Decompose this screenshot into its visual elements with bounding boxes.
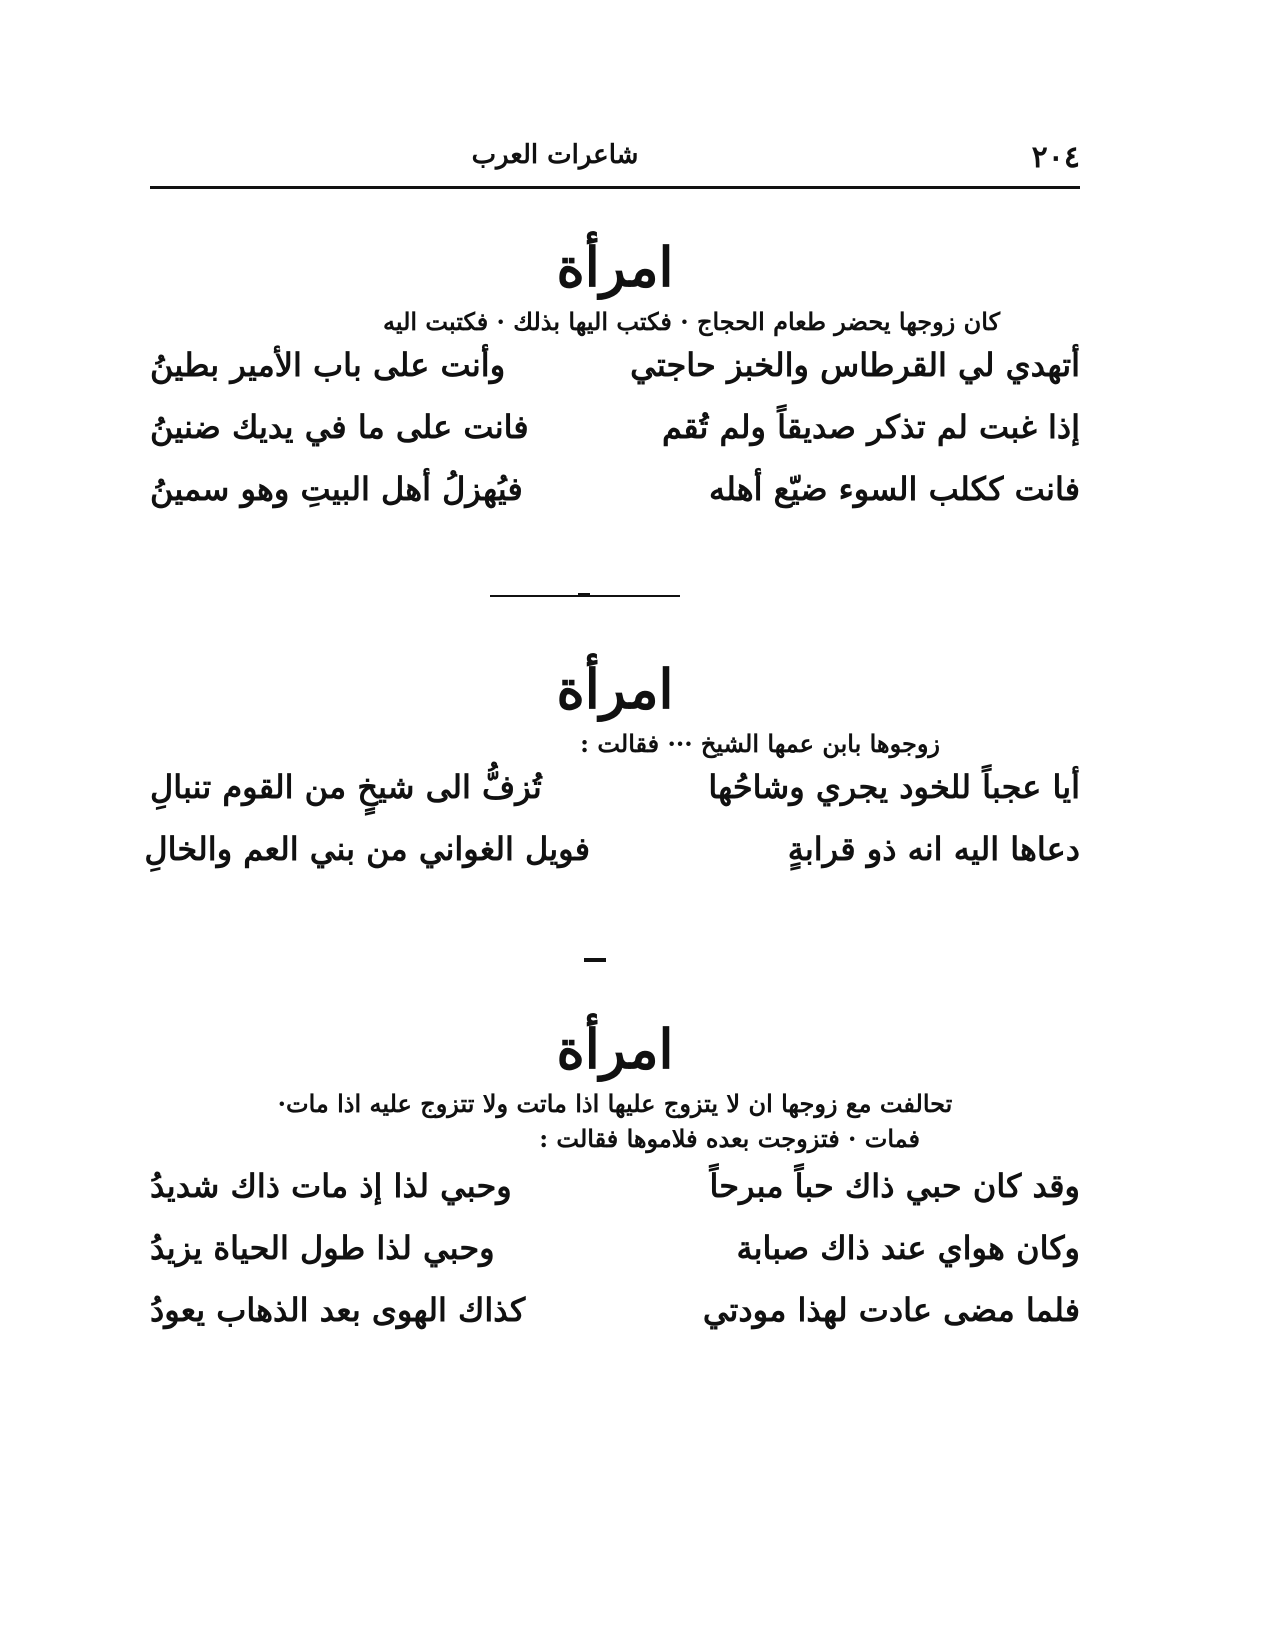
verse xyxy=(150,470,1080,532)
running-header xyxy=(150,140,1080,180)
section-title: امرأة xyxy=(556,657,674,721)
first-hemistich: إذا غبت لم تذكر صديقاً ولم تُقم xyxy=(661,408,1080,447)
page-number: ٢٠٤ xyxy=(1031,140,1080,175)
header-rule xyxy=(150,186,1080,189)
verse xyxy=(150,346,1080,408)
second-hemistich: وحبي لذا إذ مات ذاك شديدُ xyxy=(150,1166,512,1205)
second-hemistich: تُزفُّ الى شيخٍ من القوم تنبالِ xyxy=(150,768,542,807)
separator-ornament xyxy=(578,593,590,597)
verse-list xyxy=(150,1167,1080,1353)
verse xyxy=(150,408,1080,470)
first-hemistich: أيا عجباً للخود يجري وشاحُها xyxy=(708,768,1080,807)
section-intro-line-1: تحالفت مع زوجها ان لا يتزوج عليها اذا ماتت ولا تتزوج عليه اذا مات· xyxy=(277,1089,953,1119)
section-intro-line-2: فمات · فتزوجت بعده فلاموها فقالت : xyxy=(539,1124,920,1154)
first-hemistich: دعاها اليه انه ذو قرابةٍ xyxy=(787,830,1080,869)
verse xyxy=(150,1167,1080,1229)
second-hemistich: فانت على ما في يديك ضنينُ xyxy=(150,408,529,447)
second-hemistich: فويل الغواني من بني العم والخالِ xyxy=(144,830,590,869)
running-title: شاعرات العرب xyxy=(471,140,639,170)
second-hemistich: وحبي لذا طول الحياة يزيدُ xyxy=(150,1228,495,1267)
first-hemistich: فانت ككلب السوء ضيّع أهله xyxy=(709,470,1080,509)
poem-section-1 xyxy=(150,235,1080,532)
first-hemistich: فلما مضى عادت لهذا مودتي xyxy=(702,1290,1080,1329)
first-hemistich: وقد كان حبي ذاك حباً مبرحاً xyxy=(709,1166,1080,1205)
section-intro: زوجوها بابن عمها الشيخ ··· فقالت : xyxy=(580,729,940,759)
verse xyxy=(150,1229,1080,1291)
poem-section-3 xyxy=(150,1017,1080,1353)
section-intro: كان زوجها يحضر طعام الحجاج · فكتب اليها بذلك · فكتبت اليه xyxy=(382,307,1000,337)
verse xyxy=(150,768,1080,830)
second-hemistich: وأنت على باب الأمير بطينُ xyxy=(150,346,506,385)
verse-list xyxy=(144,768,1080,892)
section-title: امرأة xyxy=(556,235,674,299)
verse xyxy=(144,830,1080,892)
verse-list xyxy=(150,346,1080,532)
verse xyxy=(150,1291,1080,1353)
second-hemistich: كذاك الهوى بعد الذهاب يعودُ xyxy=(150,1290,526,1329)
second-hemistich: فيُهزلُ أهل البيتِ وهو سمينُ xyxy=(150,470,523,509)
first-hemistich: وكان هواي عند ذاك صبابة xyxy=(736,1228,1080,1267)
first-hemistich: أتهدي لي القرطاس والخبز حاجتي xyxy=(630,346,1080,385)
section-separator xyxy=(584,958,606,962)
section-title: امرأة xyxy=(556,1017,674,1081)
poem-section-2 xyxy=(144,657,1080,892)
